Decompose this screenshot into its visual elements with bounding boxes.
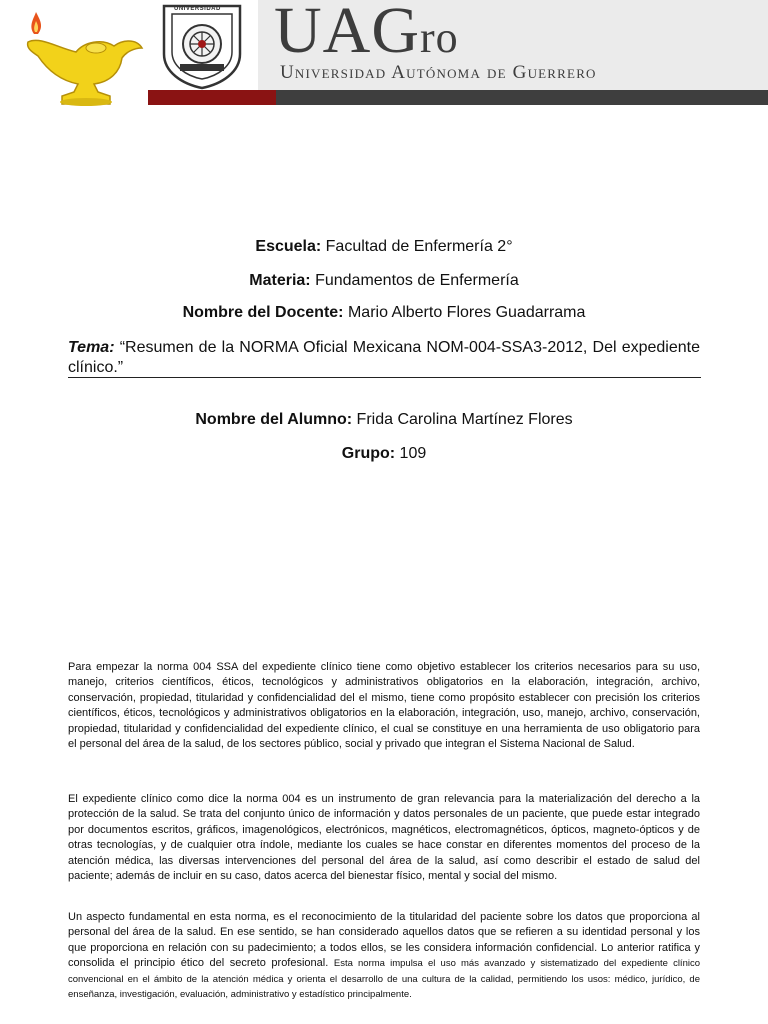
header-dark-bar xyxy=(276,90,768,105)
header-banner xyxy=(0,0,768,112)
alumno-line xyxy=(0,411,768,429)
paragraph-3 xyxy=(68,910,700,1002)
tema-label: Tema: xyxy=(68,339,115,356)
docente-label: Nombre del Docente: xyxy=(182,304,344,321)
escuela-label: Escuela: xyxy=(255,238,322,255)
escuela-line xyxy=(0,238,768,256)
brand-main-suffix: ro xyxy=(420,13,459,62)
header-red-bar xyxy=(148,90,276,105)
grupo-label: Grupo: xyxy=(341,445,396,462)
grupo-value: 109 xyxy=(395,445,427,462)
materia-label: Materia: xyxy=(249,272,311,289)
brand-subtitle: Universidad Autónoma de Guerrero xyxy=(280,62,597,83)
paragraph-3-small: Esta norma impulsa el uso más avanzado y sistematizado del expediente clínico convencional en el ámbito de la atención médica y orienta el desarrollo de una cultura de la calidad, permitiendo los usos: médico, jurídico, de enseñanza, investigación, evaluación, administrativo y estadístico principalmente. xyxy=(68,958,700,1001)
grupo-line xyxy=(0,445,768,463)
materia-line xyxy=(0,272,768,290)
tema-value: “Resumen de la NORMA Oficial Mexicana NOM-004-SSA3-2012, Del expediente clínico.” xyxy=(68,339,700,376)
brand-logotype xyxy=(274,0,459,71)
paragraph-2: El expediente clínico como dice la norma 004 es un instrumento de gran relevancia para la materialización del derecho a la protección de la salud. Se trata del conjunto único de información y datos personales de un paciente, que puede estar integrado por documentos escritos, gráficos, imagenológicos, electrónicos, magnéticos, electromagnéticos, ópticos, magneto-ópticos y de otras tecnologías, y de cualquier otra índole, mediante los cuales se hace constar en diferentes momentos del proceso de la atención médica, las diversas intervenciones del personal del área de la salud, así como describir el estado de salud del paciente; además de incluir en su caso, datos acerca del bienestar físico, mental y social del mismo. xyxy=(68,793,700,883)
university-crest xyxy=(156,0,248,90)
crest-label: UNIVERSIDAD xyxy=(174,6,221,12)
docente-value: Mario Alberto Flores Guadarrama xyxy=(343,304,586,321)
paragraph-3-main: Un aspecto fundamental en esta norma, es el reconocimiento de la titularidad del paciente sobre los datos que proporciona al personal del área de la salud. En ese sentido, se han considerado aquellos datos que se refieren a su identidad personal y los que proporciona en relación con su padecimiento; a todos ellos, se les considera información confidencial. Lo anterior ratifica y consolida el principio ético del secreto profesional. xyxy=(68,911,700,970)
alumno-value: Frida Carolina Martínez Flores xyxy=(352,411,573,428)
docente-line xyxy=(0,304,768,322)
tema-underline xyxy=(68,377,701,378)
brand-main-text: UAG xyxy=(274,0,420,67)
escuela-value: Facultad de Enfermería 2° xyxy=(321,238,513,255)
materia-value: Fundamentos de Enfermería xyxy=(310,272,519,289)
paragraph-1: Para empezar la norma 004 SSA del expediente clínico tiene como objetivo establecer los criterios necesarios para su uso, manejo, criterios científicos, éticos, tecnológicos y administrativos obligatorios en la elaboración, integración, archivo, conservación, propiedad, titularidad y confidencialidad del el mismo, tiene como propósito establecer con precisión los criterios científicos, éticos, tecnológicos y administrativos obligatorios en la elaboración, integración, uso, manejo, archivo, conservación, propiedad, titularidad y confidencialidad del expediente clínico, el cual se constituye en una herramienta de uso obligatorio para el personal del área de la salud, de los sectores público, social y privado que integran el Sistema Nacional de Salud. xyxy=(68,661,700,751)
oil-lamp-logo xyxy=(18,12,146,112)
tema-line xyxy=(68,338,700,378)
alumno-label: Nombre del Alumno: xyxy=(195,411,353,428)
